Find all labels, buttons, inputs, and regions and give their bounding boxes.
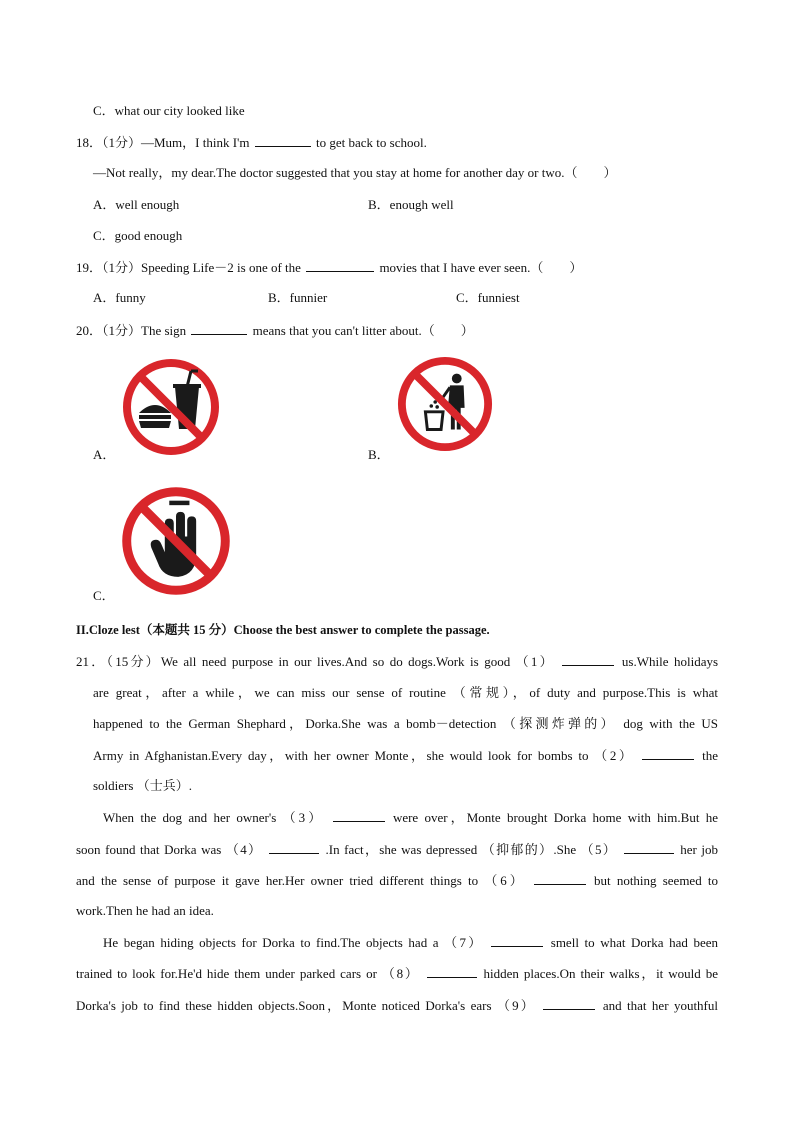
q21-blank-4: [269, 841, 319, 854]
q17-option-c: C．what our city looked like: [93, 103, 245, 118]
q20-blank: [191, 322, 247, 335]
q21-blank-6: [534, 872, 586, 885]
q21-text: When the dog and her owner's （3）: [103, 810, 325, 825]
q19-option-c: C．funniest: [456, 290, 520, 305]
q21-blank-5: [624, 841, 674, 854]
q21-p2-line-2: [76, 841, 718, 858]
q21-blank-9: [543, 997, 595, 1010]
q21-text: and the sense of purpose it gave her.Her owner tried different things to （6）: [76, 873, 526, 888]
q18-option-a: A．well enough: [93, 197, 180, 212]
q19-stem-pre: 19．（1分）Speeding Life－2 is one of the: [76, 260, 301, 275]
q21-blank-2: [642, 747, 694, 760]
q21-text: the: [702, 748, 718, 763]
no-littering-sign-icon: [396, 355, 494, 453]
q21-blank-1: [562, 653, 614, 666]
q18-stem: [76, 134, 427, 151]
q18-stem-post: to get back to school.: [316, 135, 427, 150]
q21-text: Army in Afghanistan.Every day，with her owner Monte，she would look for bombs to （2）: [93, 748, 635, 763]
q21-text: trained to look for.He'd hide them under parked cars or （8）: [76, 966, 420, 981]
q18-blank: [255, 134, 311, 147]
q21-text: hidden places.On their walks，it would be: [483, 966, 719, 981]
q21-blank-8: [427, 965, 477, 978]
q21-line-5: soldiers （士兵）.: [93, 778, 192, 793]
q21-p2-line-1: [103, 809, 718, 826]
q21-text: her job: [680, 842, 719, 857]
q21-text: soon found that Dorka was （4）: [76, 842, 263, 857]
section-heading: II.Cloze lest（本题共 15 分）Choose the best answer to complete the passage.: [76, 623, 490, 637]
q20-stem-pre: 20．（1分）The sign: [76, 323, 187, 338]
q21-text: .In fact，she was depressed （抑郁的）.She （5）: [325, 842, 618, 857]
q21-p3-line-2: [76, 965, 718, 982]
q18-option-b: B．enough well: [368, 197, 454, 212]
q20-label-a: A．: [93, 447, 116, 462]
q19-option-a: A．funny: [93, 290, 146, 305]
q21-line-4: [93, 747, 718, 764]
q18-reply: —Not really，my dear.The doctor suggested that you stay at home for another day or two.（ ）: [93, 165, 617, 180]
q21-text: us.While holidays: [621, 654, 719, 669]
q21-line-1: [76, 653, 718, 670]
q20-stem-post: means that you can't litter about.（ ）: [252, 323, 474, 338]
no-food-drink-sign-icon: [121, 357, 221, 457]
q18-stem-pre: 18．（1分）—Mum，I think I'm: [76, 135, 250, 150]
q21-p2-line-4: work.Then he had an idea.: [76, 903, 214, 918]
q21-text: Dorka's job to find these hidden objects.Soon，Monte noticed Dorka's ears （9）: [76, 998, 536, 1013]
q18-option-c: C．good enough: [93, 228, 183, 243]
q19-stem-post: movies that I have ever seen.（ ）: [379, 260, 583, 275]
q19-blank: [306, 259, 374, 272]
do-not-touch-sign-icon: [120, 485, 232, 597]
q21-line-3: happened to the German Shephard，Dorka.She was a bomb－detection （探测炸弹的） dog with the US: [93, 716, 718, 731]
q21-text: but nothing seemed to: [594, 873, 719, 888]
q20-label-b: B．: [368, 447, 390, 462]
q21-text: 21．（15分）We all need purpose in our lives.And so do dogs.Work is good （1）: [76, 654, 555, 669]
q21-blank-7: [491, 934, 543, 947]
q21-p2-line-3: [76, 872, 718, 889]
q21-text: were over，Monte brought Dorka home with him.But he: [392, 810, 719, 825]
q21-p3-line-1: [103, 934, 718, 951]
q21-blank-3: [333, 809, 385, 822]
q19-option-b: B．funnier: [268, 290, 328, 305]
q21-text: and that her youthful: [602, 998, 718, 1013]
q20-label-c: C．: [93, 588, 115, 603]
q21-line-2: are great，after a while，we can miss our sense of routine （常规），of duty and purpose.This is what: [93, 685, 718, 700]
q21-text: smell to what Dorka had been: [550, 935, 718, 950]
q20-stem: [76, 322, 474, 339]
q19-stem: [76, 259, 582, 276]
q21-p3-line-3: [76, 997, 718, 1014]
q21-text: He began hiding objects for Dorka to find.The objects had a （7）: [103, 935, 484, 950]
